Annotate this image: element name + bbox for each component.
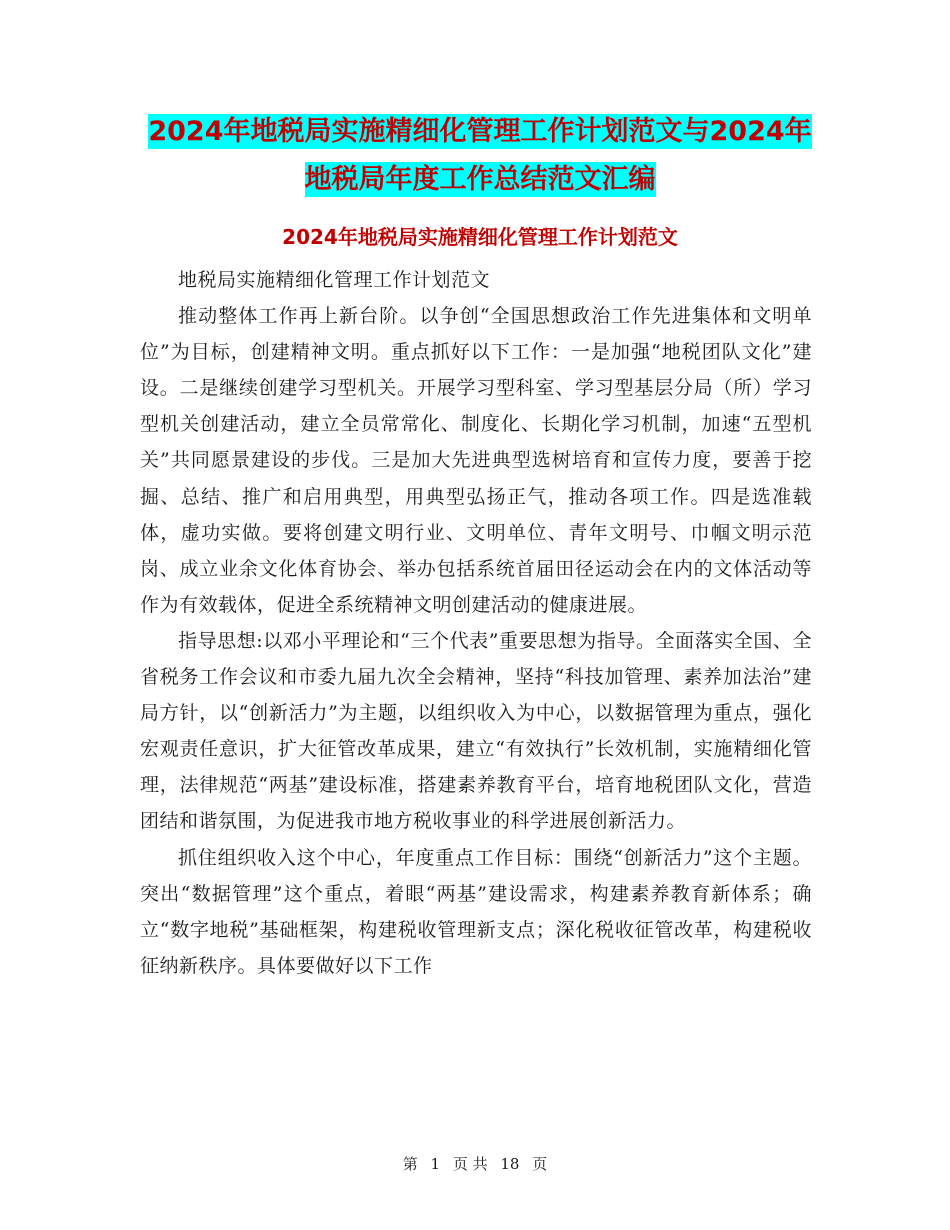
paragraph-1: 地税局实施精细化管理工作计划范文	[178, 269, 491, 291]
page-footer	[0, 1153, 950, 1174]
document-main-title	[140, 108, 820, 204]
main-title-line-2: 地税局年度工作总结范文汇编	[304, 164, 656, 195]
main-title-line-1: 2024年地税局实施精细化管理工作计划范文与2024年	[148, 116, 812, 147]
paragraph-2: 推动整体工作再上新台阶。以争创“全国思想政治工作先进集体和文明单位”为目标，创建精神文明。重点抓好以下工作：一是加强“地税团队文化”建设。二是继续创建学习型机关。开展学习型科室、学习型基层分局（所）学习型机关创建活动，建立全员常常化、制度化、长期化学习机制，加速“五型机关”共同愿景建设的步伐。三是加大先进典型选树培育和宣传力度，要善于挖掘、总结、推广和启用典型，用典型弘扬正气，推动各项工作。四是选准载体，虚功实做。要将创建文明行业、文明单位、青年文明号、巾帼文明示范岗、成立业余文化体育协会、举办包括系统首届田径运动会在内的文体活动等作为有效载体，促进全系统精神文明创建活动的健康进展。	[140, 305, 812, 616]
paragraph-4: 抓住组织收入这个中心，年度重点工作目标：围绕“创新活力”这个主题。突出“数据管理”这个重点，着眼“两基”建设需求，构建素养教育新体系；确立“数字地税”基础框架，构建税收管理新支点；深化税收征管改革，构建税收征纳新秩序。具体要做好以下工作	[140, 846, 812, 977]
footer-suffix: 页	[532, 1155, 548, 1173]
footer-middle: 页 共	[452, 1155, 488, 1173]
section-title: 2024年地税局实施精细化管理工作计划范文	[282, 225, 678, 249]
paragraph-3: 指导思想:以邓小平理论和“三个代表”重要思想为指导。全面落实全国、全省税务工作会议和市委九届九次全会精神，坚持“科技加管理、素养加法治”建局方针，以“创新活力”为主题，以组织收入为中心，以数据管理为重点，强化宏观责任意识，扩大征管改革成果，建立“有效执行”长效机制，实施精细化管理，法律规范“两基”建设标准，搭建素养教育平台，培育地税团队文化，营造团结和谐氛围，为促进我市地方税收事业的科学进展创新活力。	[140, 629, 812, 833]
document-body	[140, 262, 812, 984]
footer-total-pages: 18	[500, 1155, 520, 1173]
footer-prefix: 第	[402, 1155, 418, 1173]
footer-current-page: 1	[430, 1155, 441, 1173]
